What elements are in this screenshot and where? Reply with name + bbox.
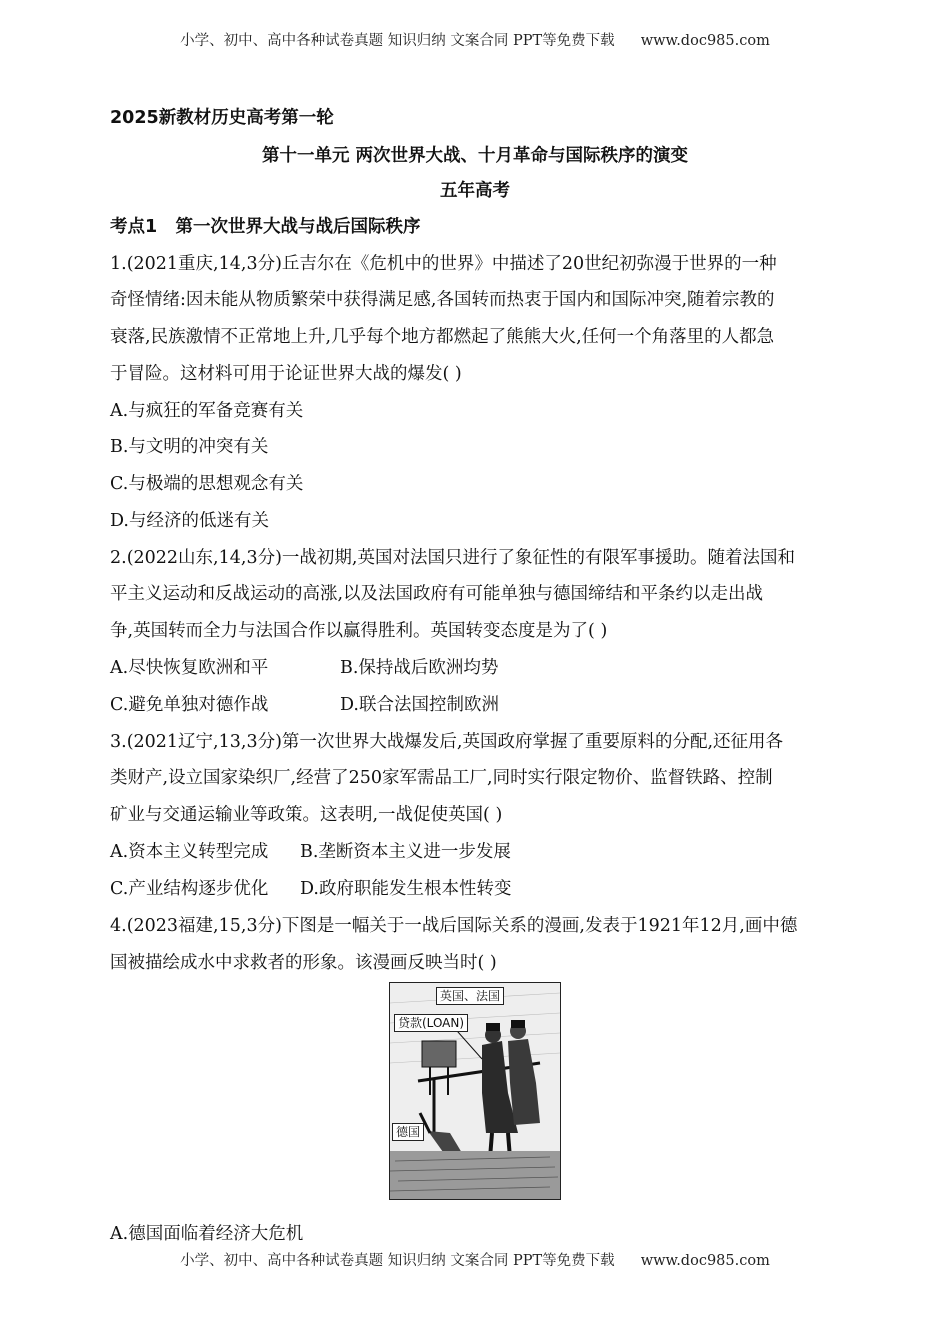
q3-option-b: B.垄断资本主义进一步发展 — [300, 842, 511, 862]
q3-option-c: C.产业结构逐步优化 — [110, 879, 269, 899]
q2-option-a: A.尽快恢复欧洲和平 — [110, 658, 269, 678]
page-footer — [0, 1249, 950, 1270]
footer-site[interactable]: www.doc985.com — [640, 1253, 770, 1269]
q2-option-c: C.避免单独对德作战 — [110, 695, 269, 715]
q2-line-3: 争,英国转而全力与法国合作以赢得胜利。英国转变态度是为了( ) — [110, 621, 608, 641]
q3-options-row-2 — [110, 875, 512, 900]
q2-option-d: D.联合法国控制欧洲 — [340, 695, 499, 715]
label-britain-france: 英国、法国 — [436, 987, 504, 1005]
q3-option-a: A.资本主义转型完成 — [110, 842, 269, 862]
q3-line-1: 3.(2021辽宁,13,3分)第一次世界大战爆发后,英国政府掌握了重要原料的分配,还征用各 — [110, 732, 784, 752]
q1-line-4: 于冒险。这材料可用于论证世界大战的爆发( ) — [110, 364, 462, 384]
q3-options-row-1 — [110, 838, 511, 863]
header-text: 小学、初中、高中各种试卷真题 知识归纳 文案合同 PPT等免费下载 — [180, 33, 615, 49]
header-site[interactable]: www.doc985.com — [640, 33, 770, 49]
q1-option-d: D.与经济的低迷有关 — [110, 511, 269, 531]
page-header — [0, 29, 950, 50]
topic-title: 第一次世界大战与战后国际秩序 — [175, 217, 421, 237]
topic-heading — [110, 213, 420, 238]
q2-line-2: 平主义运动和反战运动的高涨,以及法国政府有可能单独与德国缔结和平条约以走出战 — [110, 584, 764, 604]
q3-line-2: 类财产,设立国家染织厂,经营了250家军需品工厂,同时实行限定物价、监督铁路、控制 — [110, 768, 773, 788]
q2-line-1: 2.(2022山东,14,3分)一战初期,英国对法国只进行了象征性的有限军事援助。随着法国和 — [110, 548, 795, 568]
q2-options-row-2 — [110, 691, 499, 716]
q4-option-a: A.德国面临着经济大危机 — [110, 1224, 304, 1244]
q1-option-c: C.与极端的思想观念有关 — [110, 474, 304, 494]
q3-line-3: 矿业与交通运输业等政策。这表明,一战促使英国( ) — [110, 805, 503, 825]
q1-line-1: 1.(2021重庆,14,3分)丘吉尔在《危机中的世界》中描述了20世纪初弥漫于世界的一种 — [110, 254, 777, 274]
label-loan: 贷款(LOAN) — [394, 1014, 468, 1032]
label-germany: 德国 — [392, 1123, 424, 1141]
q2-option-b: B.保持战后欧洲均势 — [340, 658, 499, 678]
q1-line-2: 奇怪情绪:因未能从物质繁荣中获得满足感,各国转而热衷于国内和国际冲突,随着宗教的 — [110, 290, 775, 310]
q4-line-2: 国被描绘成水中求救者的形象。该漫画反映当时( ) — [110, 953, 497, 973]
q3-option-d: D.政府职能发生根本性转变 — [300, 879, 512, 899]
unit-title: 第十一单元 两次世界大战、十月革命与国际秩序的演变 — [261, 146, 689, 166]
q4-line-1: 4.(2023福建,15,3分)下图是一幅关于一战后国际关系的漫画,发表于1921年12月,画中德 — [110, 916, 798, 936]
q1-line-3: 衰落,民族激情不正常地上升,几乎每个地方都燃起了熊熊大火,任何一个角落里的人都急 — [110, 327, 775, 347]
topic-label: 考点1 — [110, 217, 158, 237]
footer-text: 小学、初中、高中各种试卷真题 知识归纳 文案合同 PPT等免费下载 — [180, 1253, 615, 1269]
section-title: 五年高考 — [440, 181, 510, 201]
political-cartoon — [389, 982, 561, 1200]
q2-options-row-1 — [110, 654, 499, 679]
doc-title: 2025新教材历史高考第一轮 — [110, 108, 334, 128]
q1-option-b: B.与文明的冲突有关 — [110, 437, 269, 457]
q1-option-a: A.与疯狂的军备竞赛有关 — [110, 401, 304, 421]
